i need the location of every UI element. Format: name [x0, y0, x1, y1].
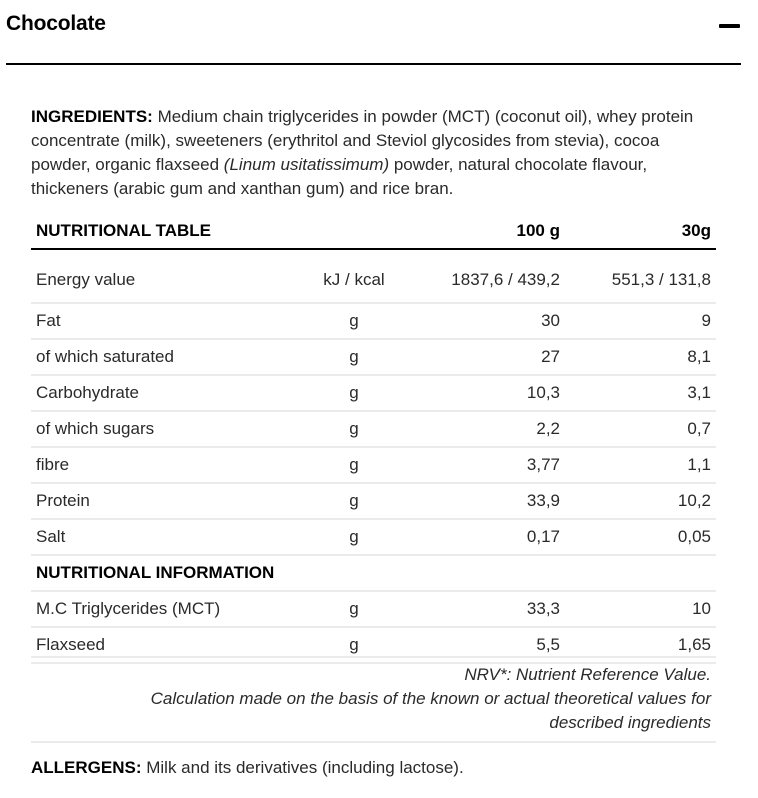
nutrient-unit: g: [291, 591, 417, 627]
section-row: [31, 555, 716, 591]
calculation-note: Calculation made on the basis of the known or actual theoretical values for described ingredients: [150, 689, 711, 732]
table-row: [31, 249, 716, 303]
value-per-100g: 33,9: [417, 483, 565, 519]
nrv-note: NRV*: Nutrient Reference Value.: [464, 665, 711, 684]
nutrient-name: Protein: [31, 483, 291, 519]
value-per-100g: 2,2: [417, 411, 565, 447]
value-per-100g: 30: [417, 303, 565, 339]
nutrient-name: Salt: [31, 519, 291, 555]
value-per-100g: 27: [417, 339, 565, 375]
table-row: [31, 447, 716, 483]
minus-icon: [719, 24, 740, 28]
value-per-100g: 10,3: [417, 375, 565, 411]
value-per-30g: 9: [565, 303, 716, 339]
table-row: [31, 339, 716, 375]
value-per-30g: 10,2: [565, 483, 716, 519]
nutrient-name: M.C Triglycerides (MCT): [31, 591, 291, 627]
value-per-30g: 3,1: [565, 375, 716, 411]
table-row: [31, 411, 716, 447]
nutrient-unit: g: [291, 411, 417, 447]
table-row: [31, 303, 716, 339]
value-per-30g: 1,65: [565, 627, 716, 663]
nutrient-unit: g: [291, 339, 417, 375]
nutrient-name: of which sugars: [31, 411, 291, 447]
header-per-30g: 30g: [565, 214, 716, 249]
nutrient-unit: g: [291, 303, 417, 339]
value-per-30g: 0,7: [565, 411, 716, 447]
header-unit: [291, 214, 417, 249]
nutrient-name: fibre: [31, 447, 291, 483]
value-per-30g: 0,05: [565, 519, 716, 555]
value-per-30g: 10: [565, 591, 716, 627]
table-row: [31, 483, 716, 519]
ingredients-text: [31, 105, 721, 201]
value-per-100g: 1837,6 / 439,2: [417, 249, 565, 303]
table-row: [31, 519, 716, 555]
nutrient-unit: kJ / kcal: [291, 249, 417, 303]
accordion-header[interactable]: [6, 0, 741, 65]
collapse-button[interactable]: [719, 16, 741, 36]
nutrient-name: Fat: [31, 303, 291, 339]
allergens-value: Milk and its derivatives (including lactose).: [141, 758, 464, 777]
allergens-label: ALLERGENS:: [31, 758, 142, 777]
value-per-100g: 0,17: [417, 519, 565, 555]
header-per-100g: 100 g: [417, 214, 565, 249]
nutrient-name: Energy value: [31, 249, 291, 303]
value-per-100g: 33,3: [417, 591, 565, 627]
section-title-nutritional-information: NUTRITIONAL INFORMATION: [31, 555, 716, 591]
ingredients-latin-name: (Linum usitatissimum): [223, 155, 390, 174]
accordion-title: Chocolate: [6, 12, 106, 35]
footnotes: [31, 656, 716, 743]
nutrient-unit: g: [291, 519, 417, 555]
ingredients-text-part1: Medium chain triglycerides in powder (MCT) (coconut oil), whey protein concentrate (milk), sweeteners (erythritol and Steviol glycosides from stevia), cocoa powder, organic flaxseed: [31, 107, 694, 174]
value-per-100g: 3,77: [417, 447, 565, 483]
header-nutritional-table: NUTRITIONAL TABLE: [31, 214, 291, 249]
value-per-30g: 1,1: [565, 447, 716, 483]
nutrient-name: of which saturated: [31, 339, 291, 375]
value-per-100g: 5,5: [417, 627, 565, 663]
nutrient-unit: g: [291, 375, 417, 411]
value-per-30g: 551,3 / 131,8: [565, 249, 716, 303]
table-header-row: [31, 214, 716, 249]
nutrient-name: Carbohydrate: [31, 375, 291, 411]
nutrient-unit: g: [291, 483, 417, 519]
value-per-30g: 8,1: [565, 339, 716, 375]
ingredients-label: INGREDIENTS:: [31, 107, 153, 126]
allergens-text: [31, 756, 464, 780]
nutrient-unit: g: [291, 627, 417, 663]
nutrient-unit: g: [291, 447, 417, 483]
nutrient-name: Flaxseed: [31, 627, 291, 663]
table-row: [31, 375, 716, 411]
table-row: [31, 591, 716, 627]
nutritional-table: [31, 214, 716, 664]
ingredients-text-part2: powder, natural chocolate flavour, thickeners (arabic gum and xanthan gum) and rice bran.: [31, 155, 648, 198]
